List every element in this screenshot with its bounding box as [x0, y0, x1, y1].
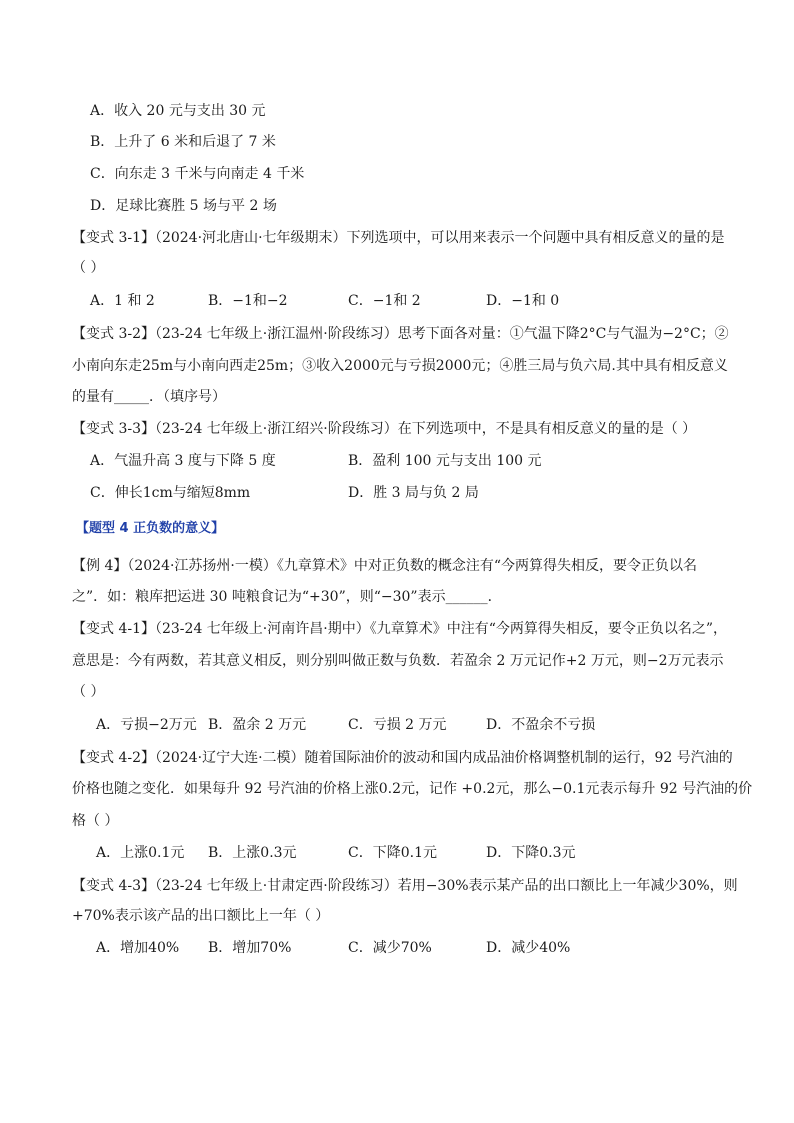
question-3-2-text-3: 的量有_____．（填序号） [72, 389, 226, 405]
question-4-2-text-2: 价格也随之变化．如果每升 92 号汽油的价格上涨0.2元，记作 +0.2元，那么−0.1元表示每升 92 号汽油的价 [72, 781, 753, 797]
option-b: B．−1和−2 [208, 293, 288, 309]
option-b: B．上涨0.3元 [208, 845, 297, 861]
option-a: A．气温升高 3 度与下降 5 度 [90, 453, 276, 469]
option-c: C．伸长1cm与缩短8mm [90, 485, 251, 501]
option-c: C．减少70% [348, 940, 432, 956]
question-3-3-text: 【变式 3-3】（23-24 七年级上·浙江绍兴·阶段练习）在下列选项中，不是具有相反意义的量的是（ ） [72, 421, 697, 437]
question-3-3-options-row-1 [90, 451, 734, 471]
question-4-1-blank: （ ） [72, 684, 105, 700]
question-3-1-options [90, 291, 734, 311]
option-d: D．减少40% [486, 940, 571, 956]
option-d: D．胜 3 局与负 2 局 [348, 485, 479, 501]
option-a: A．收入 20 元与支出 30 元 [90, 103, 266, 119]
option-d: D．下降0.3元 [486, 845, 576, 861]
option-b: B．增加70% [208, 940, 292, 956]
question-4-2-options [96, 843, 734, 863]
option-a: A．增加40% [96, 940, 180, 956]
question-4-3-text-1: 【变式 4-3】（23-24 七年级上·甘肃定西·阶段练习）若用−30%表示某产品的出口额比上一年减少30%，则 [72, 878, 738, 894]
option-c: C．下降0.1元 [348, 845, 437, 861]
option-c: C．−1和 2 [348, 293, 421, 309]
question-4-1-text-2: 意思是：今有两数，若其意义相反，则分别叫做正数与负数．若盈余 2 万元记作+2 万元，则−2万元表示 [72, 653, 724, 669]
option-c: C．亏损 2 万元 [348, 717, 447, 733]
option-c: C．向东走 3 千米与向南走 4 千米 [90, 166, 305, 182]
option-b: B．盈利 100 元与支出 100 元 [348, 453, 542, 469]
option-d: D．足球比赛胜 5 场与平 2 场 [90, 198, 277, 214]
section-heading: 【题型 4 正负数的意义】 [76, 521, 225, 536]
option-b: B．上升了 6 米和后退了 7 米 [90, 134, 276, 150]
question-3-3-options-row-2 [90, 483, 734, 503]
question-4-1-options [96, 715, 734, 735]
question-3-1-text: 【变式 3-1】（2024·河北唐山·七年级期末）下列选项中，可以用来表示一个问题中具有相反意义的量的是 [72, 230, 725, 246]
question-3-1-blank: （ ） [72, 260, 105, 276]
question-4-2-text-1: 【变式 4-2】（2024·辽宁大连·二模）随着国际油价的波动和国内成品油价格调整机制的运行，92 号汽油的 [72, 750, 733, 766]
option-a: A．1 和 2 [90, 293, 155, 309]
question-4-2-text-3: 格（ ） [72, 813, 119, 829]
option-d: D．不盈余不亏损 [486, 717, 596, 733]
question-4-3-options [96, 938, 734, 958]
question-3-2-text-1: 【变式 3-2】（23-24 七年级上·浙江温州·阶段练习）思考下面各对量：①气温下降2°C与气温为−2°C；② [72, 326, 729, 342]
question-4-3-text-2: +70%表示该产品的出口额比上一年（ ） [72, 908, 330, 924]
question-3-2-text-2: 小南向东走25m与小南向西走25m；③收入2000元与亏损2000元；④胜三局与负六局.其中具有相反意义 [72, 358, 728, 374]
example-4-text-2: 之”．如：粮库把运进 30 吨粮食记为“+30”，则“−30”表示______． [72, 589, 502, 605]
option-d: D．−1和 0 [486, 293, 560, 309]
example-4-text-1: 【例 4】（2024·江苏扬州·一模）《九章算术》中对正负数的概念注有“今两算得失相反，要令正负以名 [72, 558, 698, 574]
option-b: B．盈余 2 万元 [208, 717, 307, 733]
option-a: A．上涨0.1元 [96, 845, 185, 861]
option-a: A．亏损−2万元 [96, 717, 197, 733]
question-4-1-text-1: 【变式 4-1】（23-24 七年级上·河南许昌·期中）《九章算术》中注有“今两算得失相反，要令正负以名之”， [72, 621, 728, 637]
